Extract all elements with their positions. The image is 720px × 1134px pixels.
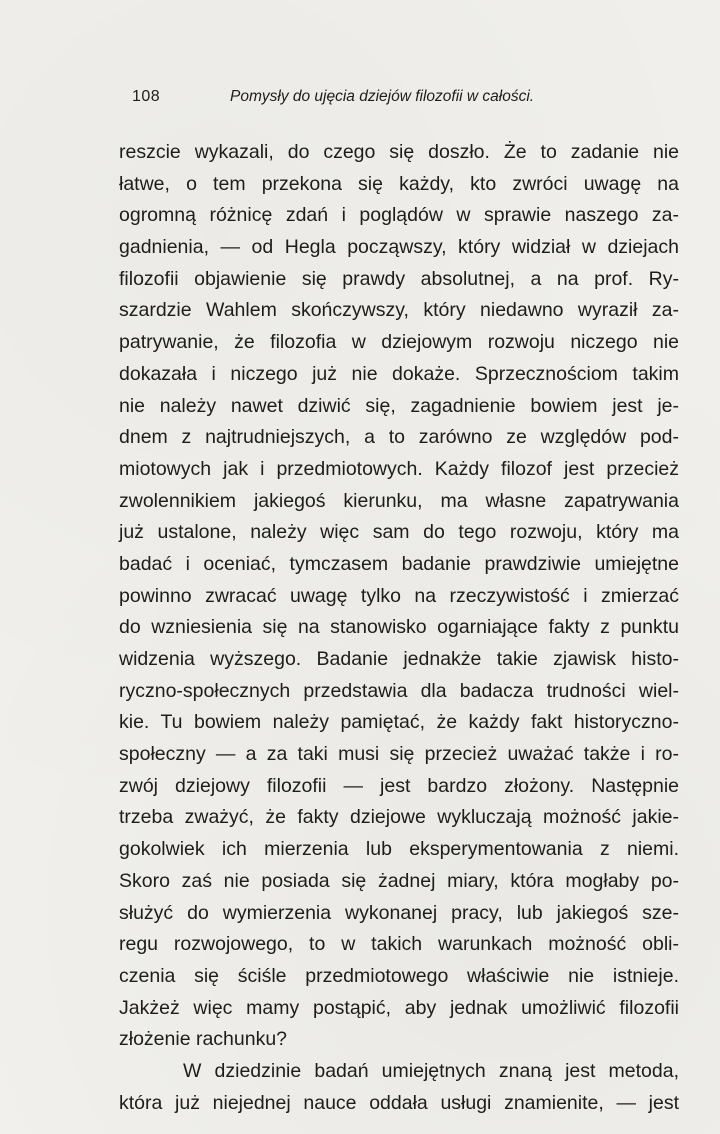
text-line: łatwe, o tem przekona się każdy, kto zwróci uwagę na bbox=[119, 172, 679, 195]
text-line: społeczny — a za taki musi się przecież uważać także i ro- bbox=[119, 743, 679, 766]
text-line: Jakżeż więc mamy postąpić, aby jednak umożliwić filozofii bbox=[119, 996, 679, 1019]
running-title: Pomysły do ujęcia dziejów filozofii w całości. bbox=[230, 88, 535, 105]
text-line: dokazała i niczego już nie dokaże. Sprzecznościom takim bbox=[119, 362, 679, 385]
text-line: filozofii objawienie się prawdy absolutnej, a na prof. Ry- bbox=[119, 267, 679, 290]
page-number: 108 bbox=[132, 88, 161, 105]
body-text bbox=[119, 137, 679, 1119]
text-line: do wzniesienia się na stanowisko ogarniające fakty z punktu bbox=[119, 616, 679, 639]
text-line: miotowych jak i przedmiotowych. Każdy filozof jest przecież bbox=[119, 457, 679, 480]
text-line: złożenie rachunku? bbox=[119, 1028, 288, 1051]
text-line: zwój dziejowy filozofii — jest bardzo złożony. Następnie bbox=[119, 774, 679, 797]
text-line: patrywanie, że filozofia w dziejowym rozwoju niczego nie bbox=[119, 331, 679, 354]
text-line: czenia się ściśle przedmiotowego właściwie nie istnieje. bbox=[119, 964, 679, 987]
text-line: nie należy nawet dziwić się, zagadnienie bowiem jest je- bbox=[119, 394, 679, 417]
text-line: trzeba zważyć, że fakty dziejowe wykluczają możność jakie- bbox=[119, 806, 679, 829]
text-line: widzenia wyższego. Badanie jednakże takie zjawisk histo- bbox=[119, 648, 679, 670]
running-head bbox=[132, 88, 582, 114]
text-line: gadnienia, — od Hegla począwszy, który widział w dziejach bbox=[119, 236, 679, 259]
text-line: regu rozwojowego, to w takich warunkach możność obli- bbox=[119, 933, 679, 956]
text-line: zwolennikiem jakiegoś kierunku, ma własne zapatrywania bbox=[119, 489, 679, 512]
text-line: już ustalone, należy więc sam do tego rozwoju, który ma bbox=[119, 521, 679, 544]
text-line: ryczno-społecznych przedstawia dla badacza trudności wiel- bbox=[119, 679, 679, 702]
text-line: służyć do wymierzenia wykonanej pracy, lub jakiegoś sze- bbox=[119, 901, 679, 924]
text-line: ogromną różnicę zdań i poglądów w sprawie naszego za- bbox=[119, 204, 679, 227]
text-line: gokolwiek ich mierzenia lub eksperymentowania z niemi. bbox=[119, 838, 679, 861]
text-line: W dziedzinie badań umiejętnych znaną jest metoda, bbox=[183, 1059, 679, 1082]
text-line: która już niejednej nauce oddała usługi znamienite, — jest bbox=[119, 1091, 679, 1114]
text-line: szardzie Wahlem skończywszy, który niedawno wyraził za- bbox=[119, 299, 679, 322]
text-line: reszcie wykazali, do czego się doszło. Że to zadanie nie bbox=[119, 141, 679, 163]
text-line: powinno zwracać uwagę tylko na rzeczywistość i zmierzać bbox=[119, 584, 679, 607]
text-line: kie. Tu bowiem należy pamiętać, że każdy fakt historyczno- bbox=[119, 711, 679, 734]
text-line: badać i oceniać, tymczasem badanie prawdziwie umiejętne bbox=[119, 552, 679, 575]
text-line: dnem z najtrudniejszych, a to zarówno ze względów pod- bbox=[119, 426, 679, 449]
text-line: Skoro zaś nie posiada się żadnej miary, która mogłaby po- bbox=[119, 869, 679, 892]
